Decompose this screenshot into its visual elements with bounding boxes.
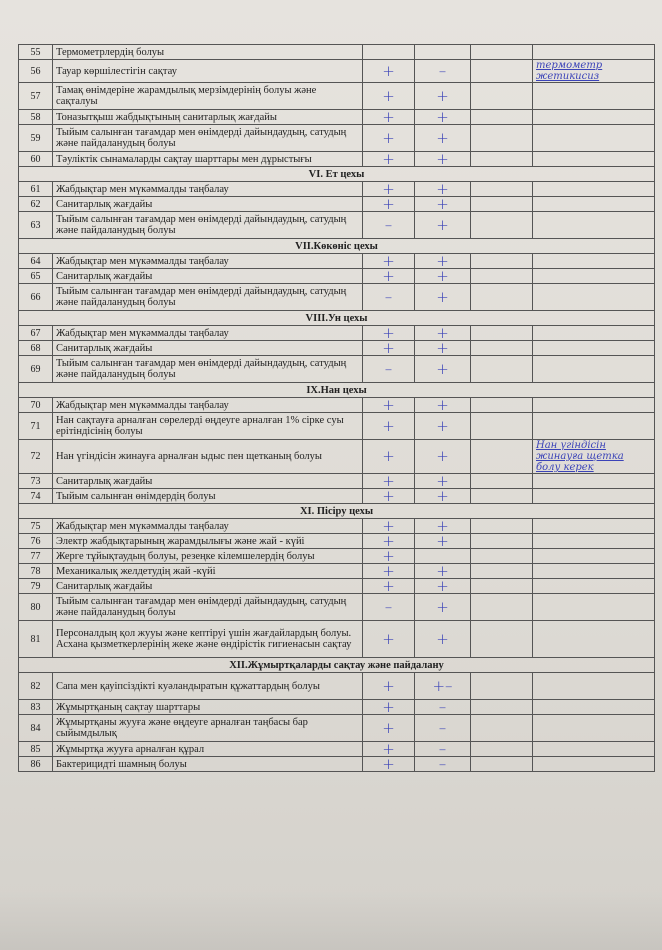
table-row <box>19 284 655 311</box>
mark-second-check: + <box>415 326 471 341</box>
mark-first-check: + <box>363 83 415 110</box>
requirement-text: Жабдықтар мен мүкәммалды таңбалау <box>53 182 363 197</box>
mark-third-check <box>471 700 533 715</box>
table-row <box>19 152 655 167</box>
mark-first-check: + <box>363 489 415 504</box>
requirement-text: Сапа мен қауіпсіздікті куәландыратын құжаттардың болуы <box>53 673 363 700</box>
table-row <box>19 757 655 772</box>
mark-third-check <box>471 742 533 757</box>
mark-second-check: + <box>415 197 471 212</box>
mark-third-check <box>471 549 533 564</box>
mark-second-check: – <box>415 700 471 715</box>
mark-third-check <box>471 715 533 742</box>
handwritten-note <box>533 341 655 356</box>
mark-first-check: + <box>363 519 415 534</box>
mark-third-check <box>471 579 533 594</box>
handwritten-note <box>533 398 655 413</box>
handwritten-note <box>533 757 655 772</box>
mark-second-check: + <box>415 594 471 621</box>
handwritten-note <box>533 673 655 700</box>
row-number: 85 <box>19 742 53 757</box>
table-row <box>19 398 655 413</box>
mark-first-check: – <box>363 212 415 239</box>
handwritten-note <box>533 254 655 269</box>
mark-third-check <box>471 182 533 197</box>
table-row <box>19 413 655 440</box>
mark-second-check: + <box>415 413 471 440</box>
mark-second-check: + <box>415 341 471 356</box>
table-row <box>19 474 655 489</box>
mark-first-check: + <box>363 700 415 715</box>
table-row <box>19 700 655 715</box>
mark-first-check: + <box>363 254 415 269</box>
row-number: 72 <box>19 440 53 474</box>
mark-second-check: + <box>415 269 471 284</box>
row-number: 69 <box>19 356 53 383</box>
requirement-text: Тыйым салынған тағамдар мен өнімдерді дайындаудың, сатудың және пайдаланудың болуы <box>53 594 363 621</box>
section-title: XII.Жұмыртқаларды сақтау және пайдалану <box>19 658 655 673</box>
row-number: 61 <box>19 182 53 197</box>
row-number: 84 <box>19 715 53 742</box>
mark-first-check: + <box>363 621 415 658</box>
mark-first-check: + <box>363 125 415 152</box>
requirement-text: Тыйым салынған тағамдар мен өнімдерді дайындаудың, сатудың және пайдаланудың болуы <box>53 125 363 152</box>
handwritten-note <box>533 110 655 125</box>
mark-first-check: + <box>363 398 415 413</box>
requirement-text: Жерге тұйықтаудың болуы, резеңке кілемшелердің болуы <box>53 549 363 564</box>
mark-first-check: + <box>363 60 415 83</box>
table-row <box>19 326 655 341</box>
row-number: 67 <box>19 326 53 341</box>
row-number: 76 <box>19 534 53 549</box>
mark-second-check: + <box>415 489 471 504</box>
row-number: 56 <box>19 60 53 83</box>
mark-second-check: + <box>415 152 471 167</box>
mark-second-check: + <box>415 110 471 125</box>
mark-third-check <box>471 254 533 269</box>
row-number: 75 <box>19 519 53 534</box>
row-number: 86 <box>19 757 53 772</box>
row-number: 63 <box>19 212 53 239</box>
row-number: 68 <box>19 341 53 356</box>
requirement-text: Жұмыртқа жууға арналған құрал <box>53 742 363 757</box>
handwritten-note <box>533 269 655 284</box>
handwritten-note <box>533 549 655 564</box>
mark-second-check: – <box>415 60 471 83</box>
handwritten-note <box>533 700 655 715</box>
mark-second-check: + <box>415 519 471 534</box>
table-row <box>19 489 655 504</box>
requirement-text: Механикалық желдетудің жай -күйі <box>53 564 363 579</box>
table-row <box>19 715 655 742</box>
requirement-text: Тыйым салынған тағамдар мен өнімдерді дайындаудың, сатудың және пайдаланудың болуы <box>53 212 363 239</box>
mark-first-check: – <box>363 356 415 383</box>
mark-first-check: – <box>363 284 415 311</box>
mark-third-check <box>471 197 533 212</box>
row-number: 58 <box>19 110 53 125</box>
row-number: 80 <box>19 594 53 621</box>
mark-third-check <box>471 110 533 125</box>
mark-second-check: + <box>415 125 471 152</box>
mark-second-check: – <box>415 742 471 757</box>
handwritten-note <box>533 742 655 757</box>
mark-first-check: + <box>363 534 415 549</box>
mark-third-check <box>471 398 533 413</box>
table-row <box>19 125 655 152</box>
table-row <box>19 110 655 125</box>
mark-third-check <box>471 489 533 504</box>
section-title: IX.Нан цехы <box>19 383 655 398</box>
row-number: 59 <box>19 125 53 152</box>
mark-third-check <box>471 594 533 621</box>
handwritten-note <box>533 413 655 440</box>
mark-third-check <box>471 83 533 110</box>
mark-first-check: + <box>363 564 415 579</box>
mark-first-check: + <box>363 326 415 341</box>
handwritten-note <box>533 125 655 152</box>
mark-third-check <box>471 60 533 83</box>
requirement-text: Нан сақтауға арналған сөрелерді өңдеуге арналған 1% сірке суы ерітіндісінің болуы <box>53 413 363 440</box>
handwritten-note <box>533 197 655 212</box>
row-number: 70 <box>19 398 53 413</box>
row-number: 64 <box>19 254 53 269</box>
section-header <box>19 658 655 673</box>
mark-second-check: + <box>415 182 471 197</box>
requirement-text: Жабдықтар мен мүкәммалды таңбалау <box>53 326 363 341</box>
handwritten-note <box>533 152 655 167</box>
table-row <box>19 269 655 284</box>
table-row <box>19 341 655 356</box>
mark-first-check: + <box>363 341 415 356</box>
mark-third-check <box>471 284 533 311</box>
row-number: 65 <box>19 269 53 284</box>
requirement-text: Жабдықтар мен мүкәммалды таңбалау <box>53 254 363 269</box>
mark-third-check <box>471 519 533 534</box>
handwritten-note <box>533 182 655 197</box>
mark-third-check <box>471 356 533 383</box>
requirement-text: Бактерицидті шамның болуы <box>53 757 363 772</box>
section-header <box>19 239 655 254</box>
mark-second-check: + <box>415 534 471 549</box>
handwritten-note <box>533 284 655 311</box>
mark-second-check: + <box>415 564 471 579</box>
mark-first-check: + <box>363 413 415 440</box>
section-title: XI. Пісіру цехы <box>19 504 655 519</box>
mark-second-check: + <box>415 579 471 594</box>
table-row <box>19 549 655 564</box>
requirement-text: Тыйым салынған тағамдар мен өнімдерді дайындаудың, сатудың және пайдаланудың болуы <box>53 356 363 383</box>
requirement-text: Тыйым салынған өнімдердің болуы <box>53 489 363 504</box>
mark-second-check: +– <box>415 673 471 700</box>
section-header <box>19 383 655 398</box>
mark-third-check <box>471 45 533 60</box>
table-row <box>19 519 655 534</box>
requirement-text: Санитарлық жағдайы <box>53 197 363 212</box>
handwritten-note <box>533 83 655 110</box>
mark-first-check <box>363 45 415 60</box>
mark-second-check <box>415 549 471 564</box>
table-row <box>19 182 655 197</box>
table-row <box>19 212 655 239</box>
mark-third-check <box>471 326 533 341</box>
table-row <box>19 356 655 383</box>
mark-first-check: – <box>363 594 415 621</box>
handwritten-note <box>533 594 655 621</box>
requirement-text: Санитарлық жағдайы <box>53 269 363 284</box>
row-number: 55 <box>19 45 53 60</box>
row-number: 74 <box>19 489 53 504</box>
mark-first-check: + <box>363 197 415 212</box>
mark-second-check: – <box>415 715 471 742</box>
row-number: 77 <box>19 549 53 564</box>
row-number: 78 <box>19 564 53 579</box>
handwritten-note: термометр жетикисиз <box>533 60 655 83</box>
mark-second-check: + <box>415 212 471 239</box>
mark-second-check: – <box>415 757 471 772</box>
requirement-text: Жұмыртқаның сақтау шарттары <box>53 700 363 715</box>
checklist-body <box>19 45 655 772</box>
row-number: 79 <box>19 579 53 594</box>
requirement-text: Жабдықтар мен мүкәммалды таңбалау <box>53 519 363 534</box>
section-title: VIII.Ун цехы <box>19 311 655 326</box>
handwritten-note <box>533 45 655 60</box>
table-row <box>19 45 655 60</box>
mark-third-check <box>471 564 533 579</box>
mark-third-check <box>471 673 533 700</box>
handwritten-note <box>533 474 655 489</box>
handwritten-note <box>533 326 655 341</box>
requirement-text: Санитарлық жағдайы <box>53 474 363 489</box>
table-row <box>19 83 655 110</box>
handwritten-note <box>533 356 655 383</box>
handwritten-note <box>533 489 655 504</box>
requirement-text: Жабдықтар мен мүкәммалды таңбалау <box>53 398 363 413</box>
mark-first-check: + <box>363 474 415 489</box>
section-title: VII.Көкөніс цехы <box>19 239 655 254</box>
mark-second-check: + <box>415 356 471 383</box>
row-number: 81 <box>19 621 53 658</box>
mark-first-check: + <box>363 152 415 167</box>
table-row <box>19 60 655 83</box>
mark-third-check <box>471 212 533 239</box>
table-row <box>19 594 655 621</box>
page-shadow <box>0 890 662 950</box>
mark-first-check: + <box>363 742 415 757</box>
mark-third-check <box>471 341 533 356</box>
requirement-text: Тамақ өнімдеріне жарамдылық мерзімдерінің болуы және сақталуы <box>53 83 363 110</box>
mark-first-check: + <box>363 757 415 772</box>
requirement-text: Тауар көршілестігін сақтау <box>53 60 363 83</box>
handwritten-note: Нан үгіндісін жинауға щетка болу керек <box>533 440 655 474</box>
mark-third-check <box>471 757 533 772</box>
mark-first-check: + <box>363 440 415 474</box>
mark-third-check <box>471 413 533 440</box>
row-number: 62 <box>19 197 53 212</box>
requirement-text: Тәуліктік сынамаларды сақтау шарттары мен дұрыстығы <box>53 152 363 167</box>
requirement-text: Нан үгіндісін жинауға арналған ыдыс пен щетканың болуы <box>53 440 363 474</box>
mark-second-check: + <box>415 621 471 658</box>
mark-second-check: + <box>415 474 471 489</box>
handwritten-note <box>533 621 655 658</box>
row-number: 66 <box>19 284 53 311</box>
table-row <box>19 534 655 549</box>
checklist-table <box>18 44 655 772</box>
handwritten-note <box>533 534 655 549</box>
handwritten-note <box>533 579 655 594</box>
row-number: 60 <box>19 152 53 167</box>
section-header <box>19 311 655 326</box>
requirement-text: Жұмыртқаны жууға және өңдеуге арналған таңбасы бар сыйымдылық <box>53 715 363 742</box>
table-row <box>19 579 655 594</box>
table-row <box>19 742 655 757</box>
handwritten-note <box>533 715 655 742</box>
requirement-text: Санитарлық жағдайы <box>53 341 363 356</box>
handwritten-note <box>533 519 655 534</box>
row-number: 73 <box>19 474 53 489</box>
mark-first-check: + <box>363 182 415 197</box>
requirement-text: Термометрлердің болуы <box>53 45 363 60</box>
mark-third-check <box>471 621 533 658</box>
table-row <box>19 440 655 474</box>
requirement-text: Тыйым салынған тағамдар мен өнімдерді дайындаудың, сатудың және пайдаланудың болуы <box>53 284 363 311</box>
mark-third-check <box>471 534 533 549</box>
mark-second-check: + <box>415 398 471 413</box>
mark-second-check <box>415 45 471 60</box>
table-row <box>19 621 655 658</box>
row-number: 71 <box>19 413 53 440</box>
mark-first-check: + <box>363 110 415 125</box>
handwritten-note <box>533 564 655 579</box>
mark-third-check <box>471 440 533 474</box>
requirement-text: Тоназытқыш жабдықтының санитарлық жағдайы <box>53 110 363 125</box>
mark-second-check: + <box>415 440 471 474</box>
mark-third-check <box>471 474 533 489</box>
mark-third-check <box>471 152 533 167</box>
table-row <box>19 197 655 212</box>
requirement-text: Электр жабдықтарының жарамдылығы және жай - күйі <box>53 534 363 549</box>
table-row <box>19 564 655 579</box>
mark-second-check: + <box>415 83 471 110</box>
row-number: 82 <box>19 673 53 700</box>
row-number: 57 <box>19 83 53 110</box>
mark-first-check: + <box>363 579 415 594</box>
requirement-text: Персоналдың қол жууы және кептіруі үшін жағдайлардың болуы. Асхана қызметкерлерінің жеке және өндірістік гигиенасын сақтау <box>53 621 363 658</box>
mark-third-check <box>471 269 533 284</box>
handwritten-note <box>533 212 655 239</box>
requirement-text: Санитарлық жағдайы <box>53 579 363 594</box>
mark-third-check <box>471 125 533 152</box>
mark-first-check: + <box>363 269 415 284</box>
mark-second-check: + <box>415 254 471 269</box>
mark-second-check: + <box>415 284 471 311</box>
mark-first-check: + <box>363 549 415 564</box>
table-row <box>19 254 655 269</box>
section-title: VI. Ет цехы <box>19 167 655 182</box>
row-number: 83 <box>19 700 53 715</box>
section-header <box>19 167 655 182</box>
table-row <box>19 673 655 700</box>
mark-first-check: + <box>363 715 415 742</box>
section-header <box>19 504 655 519</box>
mark-first-check: + <box>363 673 415 700</box>
